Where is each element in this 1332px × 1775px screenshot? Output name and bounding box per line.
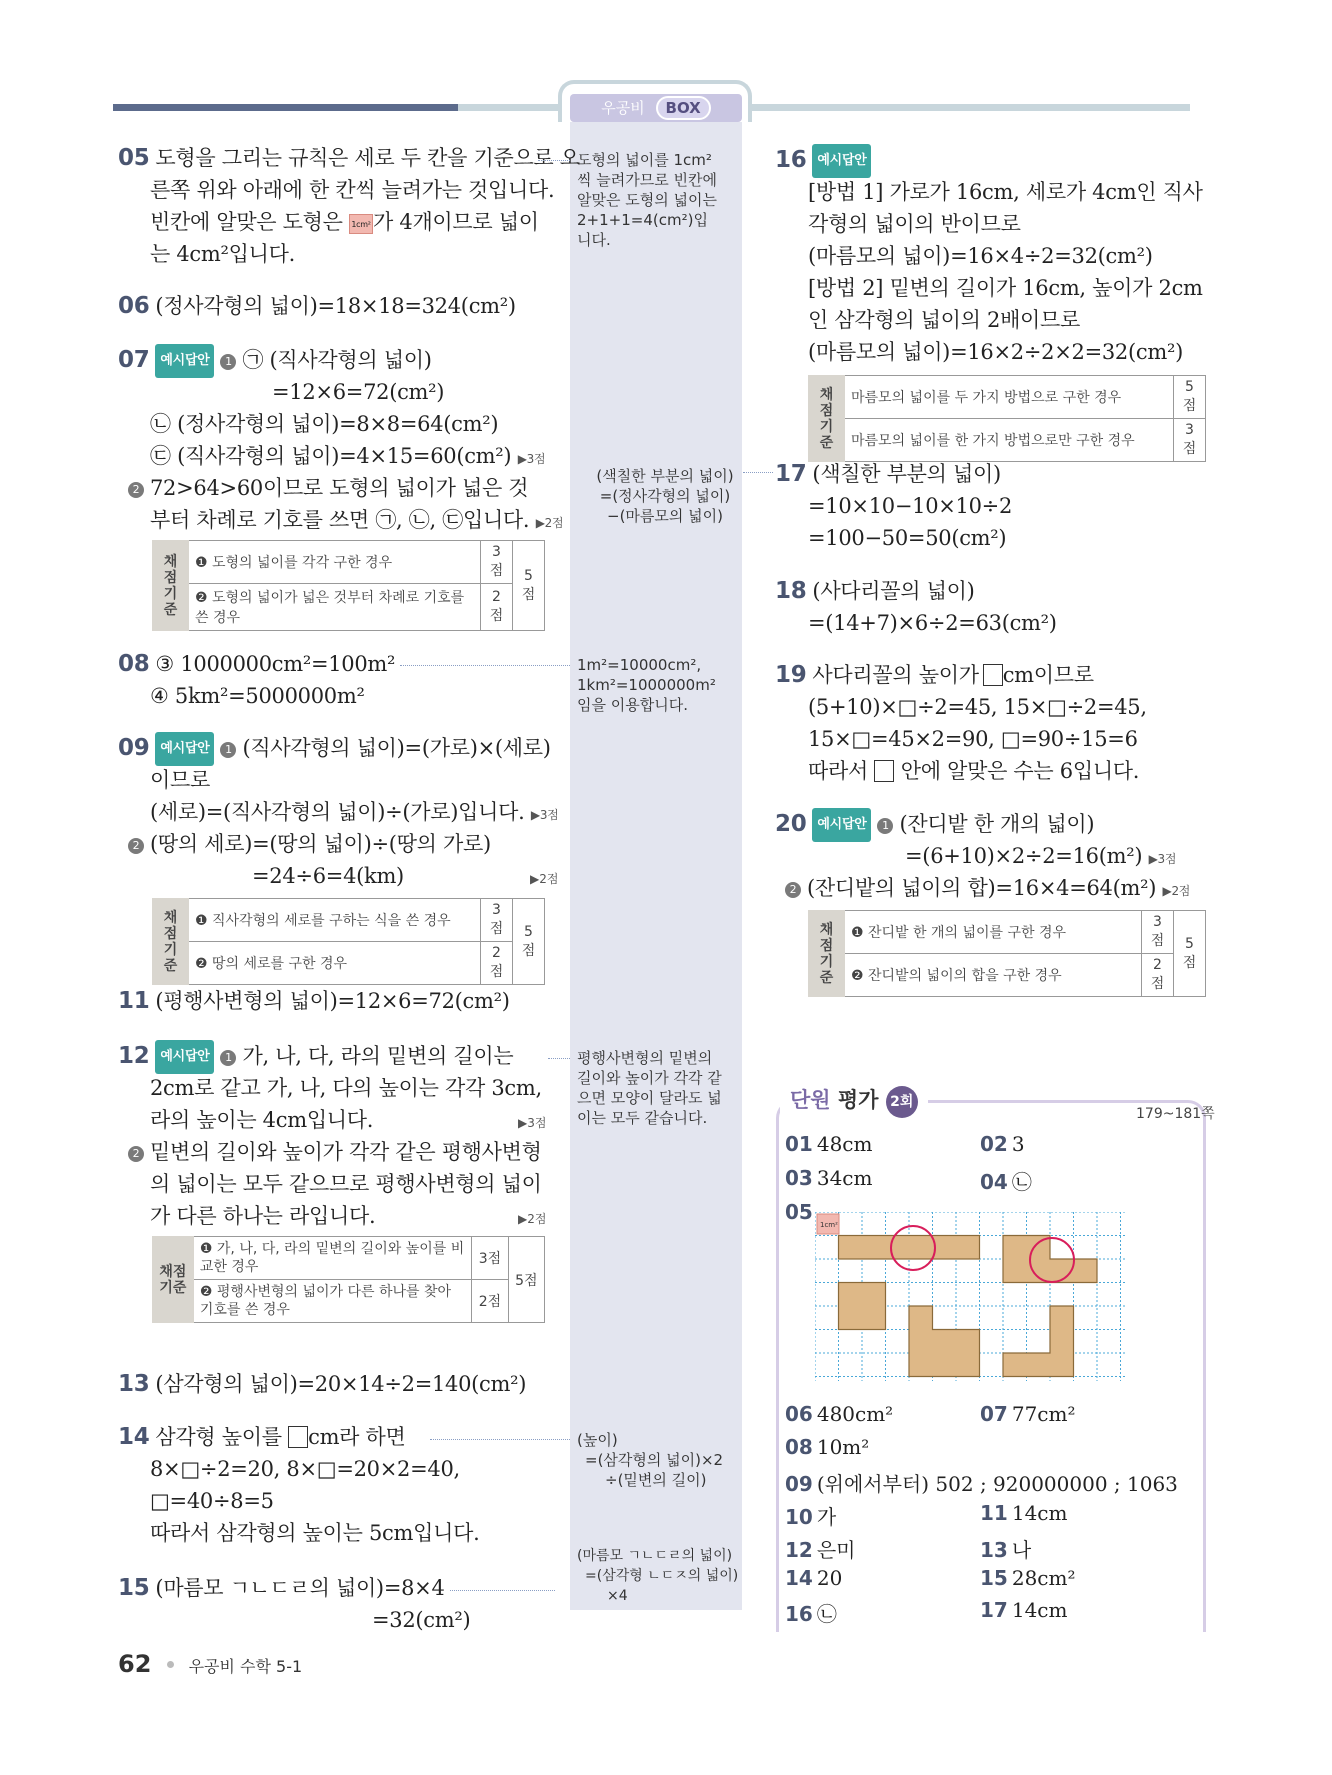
answer-item bbox=[785, 1566, 842, 1590]
q07-number: 07 bbox=[118, 347, 150, 373]
q05-line2: 른쪽 위와 아래에 한 칸씩 늘려가는 것입니다. bbox=[150, 178, 555, 202]
q18-number: 18 bbox=[775, 578, 807, 604]
shape-row1-a bbox=[839, 1236, 980, 1260]
criteria-row2-points: 2점 bbox=[472, 1280, 508, 1323]
q05-line1 bbox=[118, 142, 580, 174]
answer-value: 3 bbox=[1011, 1132, 1025, 1156]
unit-test-title-b: 평가 bbox=[837, 1088, 879, 1112]
q05-number: 05 bbox=[118, 145, 150, 171]
side-line: −(마름모의 넓이) bbox=[607, 507, 723, 525]
q19-line1 bbox=[775, 659, 1094, 691]
q09-l3: (세로)=(직사각형의 넓이)÷(가로)입니다. bbox=[150, 800, 525, 824]
answer-value: 28cm² bbox=[1011, 1566, 1076, 1590]
answer-value: 14cm bbox=[1011, 1501, 1068, 1525]
q09-line4 bbox=[128, 828, 491, 860]
side-line: =(정사각형의 넓이) bbox=[599, 487, 731, 505]
answer-number: 14 bbox=[785, 1566, 813, 1590]
q13-line1 bbox=[118, 1368, 526, 1400]
answer-value: 77cm² bbox=[1011, 1402, 1076, 1426]
answer-item bbox=[785, 1402, 893, 1426]
q15-number: 15 bbox=[118, 1575, 150, 1601]
q16-criteria bbox=[808, 375, 1206, 462]
q14-number: 14 bbox=[118, 1424, 150, 1450]
answer-number: 10 bbox=[785, 1505, 813, 1529]
q16-tag: 예시답안 bbox=[812, 144, 871, 178]
step1-icon: 1 bbox=[220, 742, 236, 758]
q06-line1 bbox=[118, 290, 516, 322]
criteria-row1: ❶ 직사각형의 세로를 구하는 식을 쓴 경우 bbox=[189, 899, 481, 942]
side-line: (색칠한 부분의 넓이) bbox=[596, 467, 734, 485]
answer-item bbox=[980, 1402, 1075, 1426]
side-line: 2+1+1=4(cm²)입 bbox=[577, 211, 708, 229]
q07-tag: 예시답안 bbox=[155, 344, 214, 378]
side-line: 도형의 넓이를 1cm² bbox=[577, 151, 712, 169]
shape-row2-a bbox=[839, 1283, 886, 1330]
q05-text: 도형을 그리는 규칙은 세로 두 칸을 기준으로 오 bbox=[155, 146, 580, 170]
q07-l4: ㉢ (직사각형의 넓이)=4×15=60(cm²) bbox=[150, 444, 512, 468]
footer-bullet-icon bbox=[167, 1661, 174, 1668]
q20-points2: ▶2점 bbox=[1162, 884, 1191, 898]
q12-line5: 의 넓이는 모두 같으므로 평행사변형의 넓이 bbox=[150, 1172, 542, 1196]
answer-item bbox=[980, 1534, 1031, 1563]
answer-value: 14cm bbox=[1011, 1598, 1068, 1622]
q16-line4: [방법 2] 밑변의 길이가 16cm, 높이가 2cm bbox=[808, 276, 1203, 300]
criteria-row2: ❷ 잔디밭의 넓이의 합을 구한 경우 bbox=[845, 954, 1142, 997]
q07-l5: 72>64>60이므로 도형의 넓이가 넓은 것 bbox=[150, 476, 529, 500]
criteria-label: 채점 기준 bbox=[153, 899, 189, 985]
blank-box-icon bbox=[288, 1426, 308, 1448]
side-line: 길이와 높이가 각각 같 bbox=[577, 1069, 722, 1087]
answer-item bbox=[785, 1501, 836, 1530]
q14-l1a: 삼각형 높이를 bbox=[155, 1425, 282, 1449]
unit-test-pages: 179~181쪽 bbox=[1136, 1106, 1215, 1122]
answer-item bbox=[785, 1468, 1178, 1497]
answer-number: 01 bbox=[785, 1132, 813, 1156]
criteria-label: 채점 기준 bbox=[809, 911, 845, 997]
answer-value: 은미 bbox=[816, 1538, 856, 1562]
step1-icon: 1 bbox=[220, 1050, 236, 1066]
q17-line3: =100−50=50(cm²) bbox=[808, 526, 1007, 550]
answer-value: (위에서부터) 502 ; 920000000 ; 1063 bbox=[816, 1472, 1178, 1496]
q19-line3: 15×□=45×2=90, □=90÷15=6 bbox=[808, 727, 1138, 751]
side-line: 임을 이용합니다. bbox=[577, 696, 688, 714]
blank-box-icon bbox=[874, 760, 894, 782]
criteria-label: 채점 기준 bbox=[809, 376, 845, 462]
criteria-row1-points: 3점 bbox=[472, 1237, 508, 1280]
answer-value: 48cm bbox=[816, 1132, 873, 1156]
answer-item bbox=[980, 1501, 1067, 1525]
answer-item bbox=[785, 1166, 872, 1190]
q07-line2: =12×6=72(cm²) bbox=[272, 380, 445, 404]
q09-line2: 이므로 bbox=[150, 768, 210, 792]
q07-line5 bbox=[128, 472, 528, 504]
q09-line3 bbox=[150, 796, 558, 831]
criteria-total: 5점 bbox=[508, 1237, 544, 1323]
blank-box-icon bbox=[983, 664, 1003, 686]
answer-value: ㉡ bbox=[816, 1602, 837, 1626]
q07-line6 bbox=[150, 504, 563, 539]
side-line: (높이) bbox=[577, 1431, 618, 1449]
side-note-07 bbox=[590, 466, 740, 526]
answer-value: 34cm bbox=[816, 1166, 873, 1190]
answer-item bbox=[785, 1435, 869, 1459]
criteria-row1-points: 3점 bbox=[481, 541, 513, 584]
q12-l4: 밑변의 길이와 높이가 각각 같은 평행사변형 bbox=[150, 1140, 542, 1164]
leader-08 bbox=[400, 665, 570, 666]
answer-number: 08 bbox=[785, 1435, 813, 1459]
criteria-row1: ❶ 도형의 넓이를 각각 구한 경우 bbox=[189, 541, 481, 584]
q20-line1 bbox=[775, 808, 1094, 842]
q12-l1: 가, 나, 다, 라의 밑변의 길이는 bbox=[242, 1044, 514, 1068]
q20-l2: =(6+10)×2÷2=16(m²) bbox=[905, 844, 1143, 868]
side-line: (마름모 ㄱㄴㄷㄹ의 넓이) bbox=[577, 1548, 733, 1564]
unit-test-title-a: 단원 bbox=[790, 1088, 831, 1112]
side-line: =(삼각형 ㄴㄷㅈ의 넓이) bbox=[585, 1568, 739, 1584]
leader-12 bbox=[548, 1058, 570, 1059]
criteria-row2-points: 2점 bbox=[481, 584, 513, 631]
answer-number: 11 bbox=[980, 1501, 1008, 1525]
answer-number: 03 bbox=[785, 1166, 813, 1190]
criteria-row2-points: 2점 bbox=[1142, 954, 1174, 997]
q07-points1: ▶3점 bbox=[517, 452, 546, 466]
unit-label: 1cm² bbox=[820, 1221, 838, 1229]
footer-title: 우공비 수학 5-1 bbox=[188, 1657, 303, 1676]
answer-number: 04 bbox=[980, 1170, 1008, 1194]
answer-value: 가 bbox=[816, 1505, 837, 1529]
q14-line3: □=40÷8=5 bbox=[150, 1489, 274, 1513]
q09-points2: ▶2점 bbox=[530, 872, 559, 886]
answer-value: 480cm² bbox=[816, 1402, 894, 1426]
answer-number: 07 bbox=[980, 1402, 1008, 1426]
q09-points1: ▶3점 bbox=[530, 808, 559, 822]
q07-line3: ㉡ (정사각형의 넓이)=8×8=64(cm²) bbox=[150, 412, 499, 436]
q16-line1: [방법 1] 가로가 16cm, 세로가 4cm인 직사 bbox=[808, 180, 1203, 204]
criteria-row1-points: 3점 bbox=[481, 899, 513, 942]
step2-icon: 2 bbox=[128, 1146, 144, 1162]
round-badge: 2회 bbox=[886, 1086, 918, 1118]
q17-line1 bbox=[775, 458, 1001, 490]
q08-line1 bbox=[118, 648, 395, 680]
q11-number: 11 bbox=[118, 988, 150, 1014]
leader-14 bbox=[430, 1439, 570, 1440]
q19-line4 bbox=[808, 755, 1139, 787]
criteria-row1-points: 5점 bbox=[1174, 376, 1206, 419]
q09-l1: (직사각형의 넓이)=(가로)×(세로) bbox=[242, 736, 551, 760]
q07-criteria bbox=[152, 540, 545, 631]
answer-item bbox=[980, 1566, 1075, 1590]
shape-row2-b bbox=[909, 1306, 980, 1377]
answer-item bbox=[980, 1166, 1032, 1195]
q16-line0 bbox=[775, 144, 877, 178]
answer-value: 나 bbox=[1011, 1538, 1032, 1562]
q15-line2: =32(cm²) bbox=[372, 1608, 471, 1632]
side-line: 평행사변형의 밑변의 bbox=[577, 1049, 713, 1067]
q08-line2: ④ 5km²=5000000m² bbox=[150, 684, 365, 708]
side-line: 알맞은 도형의 넓이는 bbox=[577, 191, 717, 209]
q05-l3b: 가 4개이므로 넓이 bbox=[373, 210, 539, 234]
q11-line1 bbox=[118, 985, 510, 1017]
q17-number: 17 bbox=[775, 461, 807, 487]
q18-l1: (사다리꼴의 넓이) bbox=[812, 579, 975, 603]
criteria-row2: ❷ 평행사변형의 넓이가 다른 하나를 찾아 기호를 쓴 경우 bbox=[193, 1280, 471, 1323]
q17-line2: =10×10−10×10÷2 bbox=[808, 494, 1013, 518]
q19-line2: (5+10)×□÷2=45, 15×□÷2=45, bbox=[808, 695, 1147, 719]
q06-number: 06 bbox=[118, 293, 150, 319]
criteria-label: 채점 기준 bbox=[153, 1237, 194, 1323]
answer-item bbox=[785, 1598, 837, 1627]
side-line: 1km²=1000000m² bbox=[577, 676, 716, 694]
q14-line1 bbox=[118, 1421, 406, 1453]
q07-line1 bbox=[118, 344, 432, 378]
criteria-row2: ❷ 땅의 세로를 구한 경우 bbox=[189, 942, 481, 985]
answer-item bbox=[980, 1598, 1067, 1622]
side-note-05 bbox=[577, 150, 757, 250]
answer-number: 12 bbox=[785, 1538, 813, 1562]
leader-07 bbox=[743, 472, 773, 473]
side-line: 씩 늘려가므로 빈칸에 bbox=[577, 171, 717, 189]
q18-line1 bbox=[775, 575, 975, 607]
q20-line2 bbox=[905, 840, 1176, 875]
criteria-label: 채점 기준 bbox=[153, 541, 189, 631]
q14-l1b: cm라 하면 bbox=[308, 1425, 406, 1449]
answer-number: 05 bbox=[785, 1200, 813, 1224]
criteria-row1: ❶ 잔디밭 한 개의 넓이를 구한 경우 bbox=[845, 911, 1142, 954]
box-label-left: 우공비 bbox=[601, 99, 645, 117]
leader-05 bbox=[538, 160, 570, 161]
q12-tag: 예시답안 bbox=[155, 1040, 214, 1074]
criteria-row1: 마름모의 넓이를 두 가지 방법으로 구한 경우 bbox=[845, 376, 1174, 419]
q17-l1: (색칠한 부분의 넓이) bbox=[812, 462, 1001, 486]
answer-number: 15 bbox=[980, 1566, 1008, 1590]
q15-l1: (마름모 ㄱㄴㄷㄹ의 넓이)=8×4 bbox=[155, 1576, 445, 1600]
q12-number: 12 bbox=[118, 1043, 150, 1069]
side-line: ÷(밑변의 길이) bbox=[605, 1471, 707, 1489]
q12-line6: 가 다른 하나는 라입니다. bbox=[150, 1204, 376, 1228]
q20-line3 bbox=[785, 872, 1190, 907]
criteria-row2: ❷ 도형의 넓이가 넓은 것부터 차례로 기호를 쓴 경우 bbox=[189, 584, 481, 631]
side-column bbox=[570, 122, 742, 1610]
criteria-total: 5점 bbox=[1174, 911, 1206, 997]
q19-l4a: 따라서 bbox=[808, 759, 868, 783]
q09-line1 bbox=[118, 732, 551, 766]
criteria-row2-points: 2점 bbox=[481, 942, 513, 985]
shape-row2-c bbox=[1003, 1306, 1074, 1377]
answer-number: 06 bbox=[785, 1402, 813, 1426]
q12-line2: 2cm로 같고 가, 나, 다의 높이는 각각 3cm, bbox=[150, 1076, 542, 1100]
side-note-14 bbox=[577, 1430, 757, 1490]
answer-value: 20 bbox=[816, 1566, 843, 1590]
q20-tag: 예시답안 bbox=[812, 808, 871, 842]
q20-l3: (잔디밭의 넓이의 합)=16×4=64(m²) bbox=[807, 876, 1157, 900]
q12-criteria bbox=[152, 1236, 545, 1323]
q07-points2: ▶2점 bbox=[535, 516, 564, 530]
q19-l1b: cm이므로 bbox=[1002, 663, 1094, 687]
criteria-row2-points: 3점 bbox=[1174, 419, 1206, 462]
q09-number: 09 bbox=[118, 735, 150, 761]
q12-line4 bbox=[128, 1136, 542, 1168]
step1-icon: 1 bbox=[220, 354, 236, 370]
answer-value: ㉡ bbox=[1011, 1170, 1032, 1194]
footer bbox=[118, 1650, 302, 1678]
q16-line5: 인 삼각형의 넓이의 2배이므로 bbox=[808, 308, 1081, 332]
answer-number: 16 bbox=[785, 1602, 813, 1626]
side-note-12 bbox=[577, 1048, 757, 1128]
q05-line3 bbox=[150, 206, 539, 238]
q19-l4b: 안에 알맞은 수는 6입니다. bbox=[900, 759, 1140, 783]
side-note-15 bbox=[577, 1546, 757, 1606]
criteria-total: 5점 bbox=[513, 899, 545, 985]
q20-l1: (잔디밭 한 개의 넓이) bbox=[899, 812, 1095, 836]
q05-line4: 는 4cm²입니다. bbox=[150, 242, 295, 266]
answer-item bbox=[980, 1132, 1025, 1156]
shape-row1-b bbox=[1003, 1236, 1097, 1283]
side-line: 1m²=10000cm², bbox=[577, 656, 702, 674]
q16-line6: (마름모의 넓이)=16×2÷2×2=32(cm²) bbox=[808, 340, 1183, 364]
q08-number: 08 bbox=[118, 651, 150, 677]
q11-l1: (평행사변형의 넓이)=12×6=72(cm²) bbox=[155, 989, 510, 1013]
q16-line2: 각형의 넓이의 반이므로 bbox=[808, 212, 1021, 236]
header-bar-left bbox=[113, 104, 458, 111]
q14-line2: 8×□÷2=20, 8×□=20×2=40, bbox=[150, 1457, 460, 1481]
answer-value: 10m² bbox=[816, 1435, 870, 1459]
q08-l1: ③ 1000000cm²=100m² bbox=[155, 652, 396, 676]
criteria-row2: 마름모의 넓이를 한 가지 방법으로만 구한 경우 bbox=[845, 419, 1174, 462]
q12-line1 bbox=[118, 1040, 513, 1074]
q09-tag: 예시답안 bbox=[155, 732, 214, 766]
side-line: 으면 모양이 달라도 넓 bbox=[577, 1089, 722, 1107]
answer-item bbox=[785, 1534, 855, 1563]
side-line: =(삼각형의 넓이)×2 bbox=[585, 1451, 724, 1469]
side-note-08 bbox=[577, 655, 757, 715]
page-number: 62 bbox=[118, 1650, 152, 1678]
q12-points1: ▶3점 bbox=[518, 1116, 547, 1130]
q07-line4 bbox=[150, 440, 545, 475]
side-line: ×4 bbox=[607, 1588, 628, 1604]
q19-l1a: 사다리꼴의 높이가 bbox=[812, 663, 979, 687]
q18-line2: =(14+7)×6÷2=63(cm²) bbox=[808, 611, 1057, 635]
criteria-total: 5점 bbox=[513, 541, 545, 631]
q20-points1: ▶3점 bbox=[1148, 852, 1177, 866]
step2-icon: 2 bbox=[128, 838, 144, 854]
answer-number: 17 bbox=[980, 1598, 1008, 1622]
q12-line3: 라의 높이는 4cm입니다. bbox=[150, 1108, 374, 1132]
side-line: 이는 모두 같습니다. bbox=[577, 1109, 708, 1127]
q20-criteria bbox=[808, 910, 1206, 997]
q15-line1 bbox=[118, 1572, 445, 1604]
q07-l1: ㉠ (직사각형의 넓이) bbox=[242, 348, 432, 372]
answer-number: 13 bbox=[980, 1538, 1008, 1562]
unit-test-title bbox=[780, 1080, 928, 1120]
q13-number: 13 bbox=[118, 1371, 150, 1397]
side-line: 니다. bbox=[577, 231, 611, 249]
answer-item bbox=[785, 1132, 872, 1156]
q20-number: 20 bbox=[775, 811, 807, 837]
q16-line3: (마름모의 넓이)=16×4÷2=32(cm²) bbox=[808, 244, 1153, 268]
q09-l4: (땅의 세로)=(땅의 넓이)÷(땅의 가로) bbox=[150, 832, 491, 856]
answer-item bbox=[785, 1200, 817, 1224]
q09-line5: =24÷6=4(km) bbox=[252, 864, 404, 888]
q05-l3a: 빈칸에 알맞은 도형은 bbox=[150, 210, 343, 234]
q19-number: 19 bbox=[775, 662, 807, 688]
step1-icon: 1 bbox=[877, 818, 893, 834]
box-label-right: BOX bbox=[656, 96, 711, 120]
q13-l1: (삼각형의 넓이)=20×14÷2=140(cm²) bbox=[155, 1372, 527, 1396]
q12-points2: ▶2점 bbox=[518, 1212, 547, 1226]
step2-icon: 2 bbox=[785, 882, 801, 898]
answer-number: 09 bbox=[785, 1472, 813, 1496]
leader-15 bbox=[450, 1590, 555, 1591]
answer-05-grid bbox=[815, 1212, 1126, 1381]
q09-criteria bbox=[152, 898, 545, 985]
q16-number: 16 bbox=[775, 147, 807, 173]
criteria-row1-points: 3점 bbox=[1142, 911, 1174, 954]
criteria-row1: ❶ 가, 나, 다, 라의 밑변의 길이와 높이를 비교한 경우 bbox=[193, 1237, 471, 1280]
q06-text: (정사각형의 넓이)=18×18=324(cm²) bbox=[155, 294, 516, 318]
unit-square-icon: 1cm² bbox=[349, 214, 373, 234]
q14-line4: 따라서 삼각형의 높이는 5cm입니다. bbox=[150, 1521, 480, 1545]
answer-number: 02 bbox=[980, 1132, 1008, 1156]
step2-icon: 2 bbox=[128, 482, 144, 498]
q07-l6: 부터 차례로 기호를 쓰면 ㉠, ㉡, ㉢입니다. bbox=[150, 508, 530, 532]
box-label bbox=[570, 94, 742, 122]
